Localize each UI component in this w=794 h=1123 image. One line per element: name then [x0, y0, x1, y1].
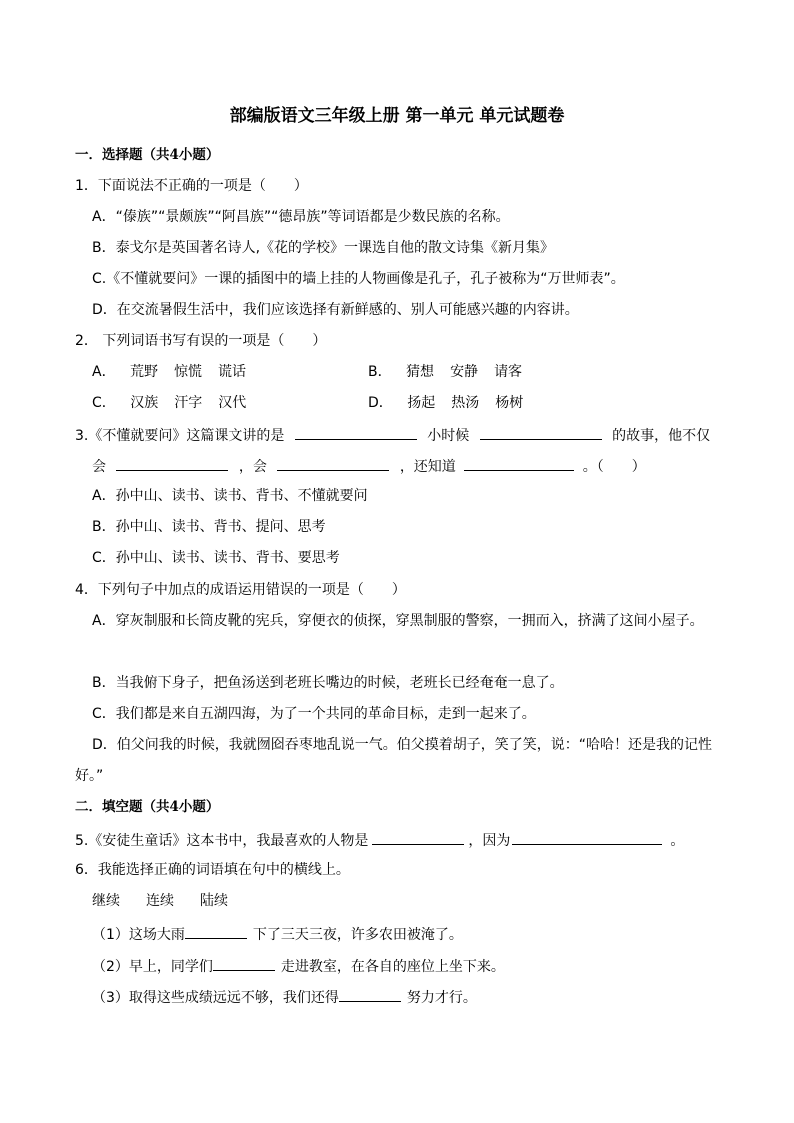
option-label: A． — [92, 364, 116, 380]
word: 扬起 — [407, 395, 436, 411]
option-label: B． — [368, 364, 392, 380]
answer-blank[interactable] — [464, 455, 574, 471]
question-2-stem: 2． 下列词语书写有误的一项是（ ） — [75, 333, 327, 349]
stem-text: （2）早上，同学们 — [92, 959, 213, 975]
answer-blank[interactable] — [277, 455, 389, 471]
word: 荒野 — [130, 364, 159, 380]
answer-blank[interactable] — [480, 424, 602, 440]
stem-text: 3.《不懂就要问》这篇课文讲的是 — [75, 428, 285, 444]
word-option: 陆续 — [200, 893, 228, 909]
stem-text: 下了三天三夜，许多农田被淹了。 — [252, 927, 463, 943]
question-1-option-d: D．在交流暑假生活中，我们应该选择有新鲜感的、别人可能感兴趣的内容讲。 — [92, 302, 579, 318]
question-3-option-a: A．孙中山、读书、读书、背书、不懂就要问 — [92, 488, 368, 504]
option-words — [407, 395, 539, 411]
word-option: 连续 — [146, 893, 174, 909]
question-3-stem-line1 — [75, 424, 710, 446]
word: 谎话 — [218, 364, 247, 380]
answer-blank[interactable] — [512, 829, 662, 845]
stem-text: ，因为 — [468, 833, 511, 849]
word-option: 继续 — [92, 893, 120, 909]
question-6-stem: 6．我能选择正确的词语填在句中的横线上。 — [75, 862, 350, 878]
word: 杨树 — [495, 395, 524, 411]
question-4-option-c: C．我们都是来自五湖四海，为了一个共同的革命目标，走到一起来了。 — [92, 706, 536, 722]
answer-blank[interactable] — [116, 455, 228, 471]
section-heading-fill: 二．填空题（共4小题） — [75, 799, 220, 815]
question-1-option-b: B．泰戈尔是英国著名诗人,《花的学校》一课选自他的散文诗集《新月集》 — [92, 240, 555, 256]
word: 请客 — [494, 364, 523, 380]
option-words — [130, 364, 262, 380]
question-4-stem: 4．下列句子中加点的成语运用错误的一项是（ ） — [75, 582, 406, 598]
page-title: 部编版语文三年级上册 第一单元 单元试题卷 — [229, 106, 565, 126]
word: 汉代 — [218, 395, 247, 411]
question-2-option-b — [368, 362, 538, 382]
word: 惊慌 — [174, 364, 203, 380]
question-6-sentence-3 — [92, 986, 477, 1008]
option-label: D． — [368, 395, 393, 411]
option-words — [130, 395, 262, 411]
option-label: C． — [92, 395, 116, 411]
question-2-option-d — [368, 393, 539, 413]
answer-blank[interactable] — [213, 955, 275, 971]
stem-text: 的故事，他不仅 — [612, 428, 711, 444]
stem-text: 走进教室，在各自的座位上坐下来。 — [280, 959, 505, 975]
word: 安静 — [450, 364, 479, 380]
question-1-stem: 1．下面说法不正确的一项是（ ） — [75, 178, 308, 194]
question-4-option-d-line1: D．伯父问我的时候，我就囫囵吞枣地乱说一气。伯父摸着胡子，笑了笑，说：“哈哈！还是我的记性 — [92, 737, 713, 753]
answer-blank[interactable] — [295, 424, 417, 440]
question-5 — [75, 829, 684, 851]
question-2-option-a — [92, 362, 262, 382]
question-6-word-options — [92, 891, 228, 911]
option-words — [406, 364, 538, 380]
word: 汉族 — [130, 395, 159, 411]
question-6-sentence-2 — [92, 955, 505, 977]
answer-blank[interactable] — [339, 986, 401, 1002]
answer-blank[interactable] — [372, 829, 464, 845]
word: 猜想 — [406, 364, 435, 380]
section-heading-choice: 一．选择题（共4小题） — [75, 147, 220, 163]
question-3-stem-line2 — [92, 455, 646, 477]
word: 汗字 — [174, 395, 203, 411]
stem-text: 会 — [92, 459, 106, 475]
answer-blank[interactable] — [185, 923, 247, 939]
question-3-option-c: C．孙中山、读书、读书、背书、要思考 — [92, 550, 340, 566]
stem-text: （3）取得这些成绩远远不够，我们还得 — [92, 990, 339, 1006]
question-1-option-c: C.《不懂就要问》一课的插图中的墙上挂的人物画像是孔子，孔子被称为“万世师表”。 — [92, 271, 625, 287]
stem-text: 。（ ） — [582, 459, 646, 475]
stem-text: 。 — [670, 833, 685, 849]
question-4-option-d-line2: 好。” — [75, 768, 104, 784]
stem-text: （1）这场大雨 — [92, 927, 185, 943]
stem-text: 努力才行。 — [406, 990, 477, 1006]
question-6-sentence-1 — [92, 923, 463, 945]
stem-text: ，会 — [238, 459, 267, 475]
stem-text: ，还知道 — [399, 459, 456, 475]
word: 热汤 — [451, 395, 480, 411]
question-4-option-b: B．当我俯下身子，把鱼汤送到老班长嘴边的时候，老班长已经奄奄一息了。 — [92, 675, 564, 691]
stem-text: 5.《安徒生童话》这本书中，我最喜欢的人物是 — [75, 833, 369, 849]
question-1-option-a: A．“傣族”“景颇族”“阿昌族”“德昂族”等词语都是少数民族的名称。 — [92, 209, 510, 225]
question-4-option-a: A．穿灰制服和长筒皮靴的宪兵，穿便衣的侦探，穿黑制服的警察，一拥而入，挤满了这间小屋子。 — [92, 613, 704, 629]
stem-text: 小时候 — [427, 428, 470, 444]
question-3-option-b: B．孙中山、读书、背书、提问、思考 — [92, 519, 326, 535]
question-2-option-c — [92, 393, 262, 413]
